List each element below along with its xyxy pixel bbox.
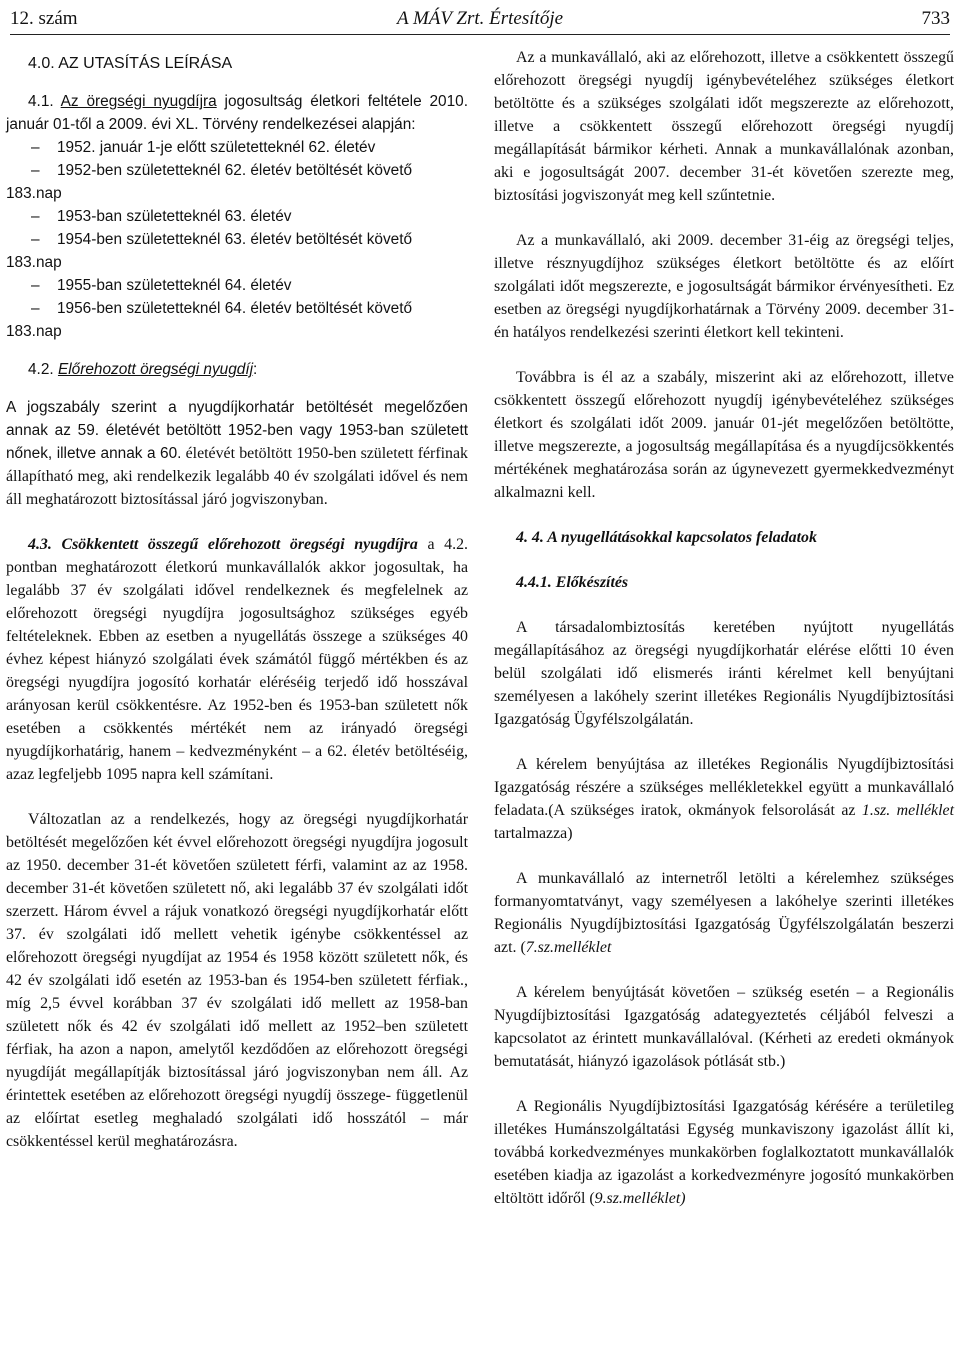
section-heading-4-4-1: 4.4.1. Előkészítés (516, 574, 629, 591)
section-4-1-label: 4.1. (28, 93, 54, 110)
list-item: – 1954-ben születetteknél 63. életév betöltését követő (31, 231, 413, 248)
paragraph: A társadalombiztosítás keretében nyújtott nyugellátás megállapításához az öregségi nyugdíjkorhatár elérése előtti 10 éven belül szolgálati idő elismerés iránti kérelmet kell benyújtani személyesen a lakóhely szerint illetékes Regionális Nyugdíjbiztosítási Igazgatóság Ügyfélszolgálatán. (494, 619, 954, 728)
paragraph: A munkavállaló az internetről letölti a kérelemhez szükséges formanyomtatványt, vagy személyesen a lakóhelye szerinti illetékes Regionális Nyugdíjbiztosítási Igazgatóság Ügyfélszolgálatán beszerzi azt. (7.sz.melléklet (494, 870, 954, 956)
section-4-3: 4.3. Csökkentett összegű előrehozott öregségi nyugdíjra a 4.2. pontban meghatározott életkorú munkavállalók akkor jogosultak, ha legalább 37 év szolgálati idővel rendelkeznek és megfelelnek az előrehozott öregségi nyugdíjra jogosultsághoz szükséges egyéb feltételeknek. Ebben az esetben a nyugellátás összege a szükséges 40 évhez képest hiányzó szolgálati évek számától függő mértékben és az öregségi nyugdíjra jogosító korhatár eléréséig terjedő idő hosszával arányosan kerül csökkentésre. Az 1952-ben és 1953-ban született nők esetében a csökkentés mértékét nem az irányadó öregségi nyugdíjkorhatárig, hanem – kedvezményként – a 62. életév betöltéséig, azaz legfeljebb 1095 napra kell számítani. (6, 536, 468, 783)
right-column (494, 46, 954, 1210)
section-4-1-link[interactable]: Az öregségi nyugdíjra (60, 93, 217, 110)
section-heading-4-2: 4.2. Előrehozott öregségi nyugdíj: (28, 361, 258, 378)
paragraph: Az a munkavállaló, aki 2009. december 31-éig az öregségi teljes, illetve résznyugdíjhoz szükséges életkort betöltötte és az előírt szolgálati időt megszerezte, e jogosultságát bármikor érvényesítheti. Ez esetben az öregségi nyugdíjkorhatárnak a Törvény 2009. december 31-én hatályos rendelkezési szerinti életkort kell tekinteni. (494, 232, 954, 341)
list-item: – 1952-ben születetteknél 62. életév betöltését követő (31, 162, 413, 179)
attachment-reference: 9.sz.melléklet) (594, 1190, 686, 1207)
page-number: 733 (921, 8, 950, 29)
paragraph: A kérelem benyújtását követően – szükség esetén – a Regionális Nyugdíjbiztosítási Igazgatóság adategyeztetés céljából felveszi a kapcsolatot az érintett munkavállalóval. (Kérheti az eredeti okmányok bemutatását, hiányzó igazolások pótlását stb.) (494, 984, 954, 1070)
paragraph: A kérelem benyújtása az illetékes Regionális Nyugdíjbiztosítási Igazgatóság részére a szükséges mellékletekkel együtt a munkavállaló feladata.(A szükséges iratok, okmányok felsorolását az 1.sz. melléklet tartalmazza) (494, 756, 954, 842)
age-list (6, 136, 468, 343)
attachment-reference: 7.sz.melléklet (525, 939, 612, 956)
section-4-2-title: Előrehozott öregségi nyugdíj (57, 361, 254, 378)
list-item: – 1955-ban születetteknél 64. életév (31, 277, 292, 294)
list-item-nap: 183.nap (6, 185, 62, 202)
list-item-nap: 183.nap (6, 323, 62, 340)
section-heading-4-0: 4.0. AZ UTASÍTÁS LEÍRÁSA (28, 55, 233, 72)
section-heading-4-4: 4. 4. A nyugellátásokkal kapcsolatos feladatok (516, 529, 817, 546)
list-item: – 1956-ben születetteknél 64. életév betöltését követő (31, 300, 413, 317)
page-header (10, 4, 950, 35)
paragraph: Az a munkavállaló, aki az előrehozott, illetve a csökkentett összegű előrehozott öregségi nyugdíj igénybevételéhez szükséges életkort betöltötte és a szükséges szolgálati időt megszerezte az előrehozott, illetve a csökkentett összegű előrehozott öregségi nyugdíj megállapítását bármikor kérheti. Annak a munkavállalónak azonban, aki e jogosultságát 2007. december 31-ét követően szerezte meg, biztosítási jogviszonyát meg kell szűntetnie. (494, 49, 954, 204)
paragraph: A Regionális Nyugdíjbiztosítási Igazgatóság kérésére a területileg illetékes Humánszolgáltatási Egység munkaviszony igazolást állít ki, továbbá korkedvezményes munkakörben foglalkoztatott munkavállalók esetében kiadja az igazolást a korkedvezményre jogosító munkakörben eltöltött időről (9.sz.melléklet) (494, 1098, 954, 1207)
paragraph: A jogszabály szerint a nyugdíjkorhatár betöltését megelőzően annak az 59. életévét betöltött 1952-ben vagy 1953-ban született nőnek, illetve annak a 60. életévét betöltött 1950-ben született férfinak állapítható meg, aki rendelkezik legalább 40 év szolgálati idővel és nem áll meghatározott biztosítással járó jogviszonyban. (6, 399, 468, 508)
section-4-3-title: 4.3. Csökkentett összegű előrehozott öregségi nyugdíjra (28, 536, 418, 553)
list-item-nap: 183.nap (6, 254, 62, 271)
list-item: – 1952. január 1-je előtt születetteknél 62. életév (31, 139, 376, 156)
attachment-reference: 1.sz. melléklet (861, 802, 954, 819)
list-item: – 1953-ban születetteknél 63. életév (31, 208, 292, 225)
section-4-1 (6, 90, 468, 136)
section-4-1-text: jogosultság életkori feltétele 2010. január 01-től a 2009. évi XL. Törvény rendelkezései alapján: (6, 93, 468, 133)
publication-title: A MÁV Zrt. Értesítője (396, 8, 564, 29)
issue-number: 12. szám (10, 8, 78, 29)
left-column (6, 46, 468, 1153)
paragraph: Továbbra is él az a szabály, miszerint aki az előrehozott, illetve csökkentett összegű előrehozott nyugdíj igénybevételéhez szükséges életkort és szolgálati időt 2009. január 01-jét megelőzően betöltötte, illetve megszerezte, a jogosultság megállapítása és a nyugdíjcsökkentés mértékének meghatározása során az úgynevezett gyermekkedvezményt alkalmazni kell. (494, 369, 954, 501)
paragraph: Változatlan az a rendelkezés, hogy az öregségi nyugdíjkorhatár betöltését megelőzően két évvel előrehozott öregségi nyugdíjra jogosult az 1950. december 31-ét követően született férfi, valamint az az 1958. december 31-ét követően született nő, aki legalább 37 év szolgálati időt szerzett. Három évvel a rájuk vonatkozó öregségi nyugdíjkorhatár előtt 37. év szolgálati idő mellett vehetik igénybe csökkentéssel az előrehozott öregségi nyugdíjat az 1954 és 1958 között született nők, és 42 év szolgálati idő esetén az 1953-ban és 1954-ben született férfiak., míg 2,5 évvel korábban 37 év szolgálati idő mellett az 1958-ban született nők és 42 év szolgálati idő mellett az 1952–ben született férfiak, ha azon a napon, amelytől kezdődően az előrehozott öregségi nyugdíját megállapítják biztosítással járó jogviszonyban nem áll. Az érintettek esetében az előrehozott öregségi nyugdíj összege- függetlenül az előírtat esetleg meghaladó szolgálati idő hosszától – már csökkentéssel kerül meghatározásra. (6, 811, 468, 1150)
